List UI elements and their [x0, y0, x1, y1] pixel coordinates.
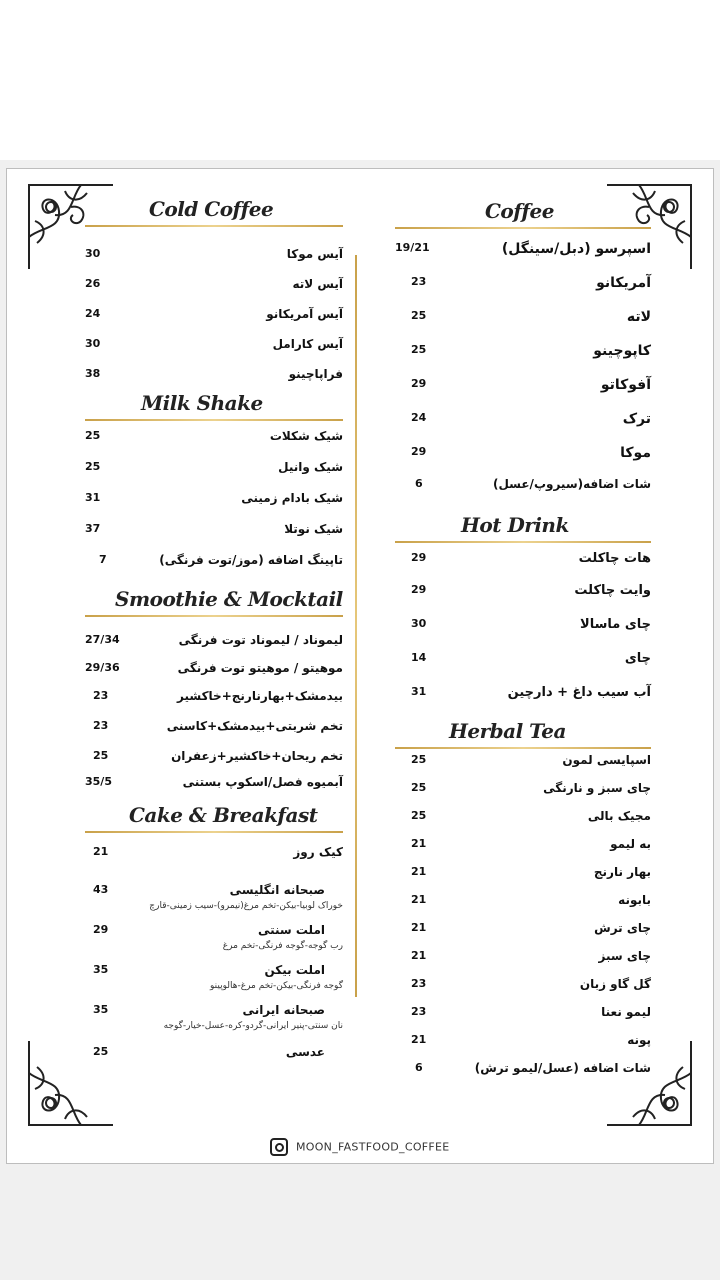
menu-item: شیک وانیل 25 — [85, 460, 343, 474]
menu-sheet — [6, 168, 714, 1164]
menu-item: چای 14 — [411, 651, 651, 666]
instagram-handle[interactable]: MOON_FASTFOOD_COFFEE — [295, 1140, 450, 1154]
menu-item: شیک نوتلا 37 — [85, 522, 343, 536]
section-heading-hot-drink: Hot Drink — [395, 509, 651, 543]
heading-rule — [85, 419, 343, 421]
menu-item: وایت چاکلت 29 — [411, 583, 651, 598]
menu-item: آبمیوه فصل/اسکوپ بستنی 35/5 — [85, 775, 343, 789]
menu-item: چای سبز و نارنگی 25 — [411, 781, 651, 795]
menu-item: تاپینگ اضافه (موز/توت فرنگی) 7 — [99, 553, 343, 567]
menu-item: مجیک بالی 25 — [411, 809, 651, 823]
menu-item: آیس لاته 26 — [85, 277, 343, 291]
menu-item: لاته 25 — [411, 309, 651, 325]
heading-rule — [395, 747, 651, 749]
top-blank-band — [0, 0, 720, 160]
menu-item: عدسی 25 — [93, 1045, 325, 1059]
menu-item: شیک شکلات 25 — [85, 429, 343, 443]
section-heading-cake-breakfast: Cake & Breakfast — [85, 799, 343, 833]
heading-rule — [85, 615, 343, 617]
menu-item: آیس کارامل 30 — [85, 337, 343, 351]
menu-item: کاپوچینو 25 — [411, 343, 651, 359]
menu-item: شات اضافه (عسل/لیمو ترش) 6 — [415, 1061, 651, 1075]
menu-item: بهار نارنج 21 — [411, 865, 651, 879]
instagram-icon — [270, 1138, 288, 1156]
menu-item: پونه 21 — [411, 1033, 651, 1047]
menu-item: بیدمشک+بهارنارنج+خاکشیر 23 — [93, 689, 343, 703]
menu-item: گل گاو زبان 23 — [411, 977, 651, 991]
menu-item: لیموناد / لیموناد توت فرنگی 27/34 — [85, 633, 343, 647]
menu-item: شات اضافه(سیروپ/عسل) 6 — [415, 477, 651, 491]
section-heading-coffee: Coffee — [395, 195, 651, 229]
menu-item: صبحانه ایرانی 35 نان سنتی-پنیر ایرانی-گردو-کره-عسل-خیار-گوجه — [93, 1003, 343, 1031]
menu-item: چای ماسالا 30 — [411, 617, 651, 632]
heading-rule — [85, 225, 343, 227]
menu-item: بابونه 21 — [411, 893, 651, 907]
menu-item: آمریکانو 23 — [411, 275, 651, 291]
menu-item: کیک روز 21 — [93, 845, 343, 859]
heading-rule — [395, 227, 651, 229]
menu-item: آیس آمریکانو 24 — [85, 307, 343, 321]
menu-item: املت بیکن 35 گوجه فرنگی-بیکن-تخم مرغ-هالوپینو — [93, 963, 343, 991]
menu-item: آیس موکا 30 — [85, 247, 343, 261]
menu-item: فراپاچینو 38 — [85, 367, 343, 381]
section-heading-herbal-tea: Herbal Tea — [395, 715, 651, 749]
menu-item: به لیمو 21 — [411, 837, 651, 851]
menu-item: چای ترش 21 — [411, 921, 651, 935]
instagram-footer — [0, 1138, 720, 1156]
menu-item: چای سبز 21 — [411, 949, 651, 963]
menu-item: لیمو نعنا 23 — [411, 1005, 651, 1019]
section-heading-cold-coffee: Cold Coffee — [85, 193, 343, 227]
menu-item: تخم شربتی+بیدمشک+کاسنی 23 — [93, 719, 343, 733]
menu-item: تخم ریحان+خاکشیر+زعفران 25 — [93, 749, 343, 763]
menu-item: موهیتو / موهیتو توت فرنگی 29/36 — [85, 661, 343, 675]
menu-item: اسپایسی لمون 25 — [411, 753, 651, 767]
menu-item: موکا 29 — [411, 445, 651, 461]
menu-item: املت سنتی 29 رب گوجه-گوجه فرنگی-تخم مرغ — [93, 923, 343, 951]
menu-item: ترک 24 — [411, 411, 651, 427]
menu-item: صبحانه انگلیسی 43 خوراک لوبیا-بیکن-تخم مرغ(نیمرو)-سیب زمینی-قارچ — [93, 883, 343, 911]
section-heading-milk-shake: Milk Shake — [85, 387, 343, 421]
section-heading-smoothie: Smoothie & Mocktail — [85, 583, 343, 617]
heading-rule — [85, 831, 343, 833]
heading-rule — [395, 541, 651, 543]
menu-item: آب سیب داغ + دارچین 31 — [411, 685, 651, 700]
menu-item: اسپرسو (دبل/سینگل) 19/21 — [395, 241, 651, 257]
menu-item: شیک بادام زمینی 31 — [85, 491, 343, 505]
menu-item: آفوکاتو 29 — [411, 377, 651, 393]
menu-item: هات چاکلت 29 — [411, 551, 651, 566]
column-divider — [355, 255, 357, 997]
